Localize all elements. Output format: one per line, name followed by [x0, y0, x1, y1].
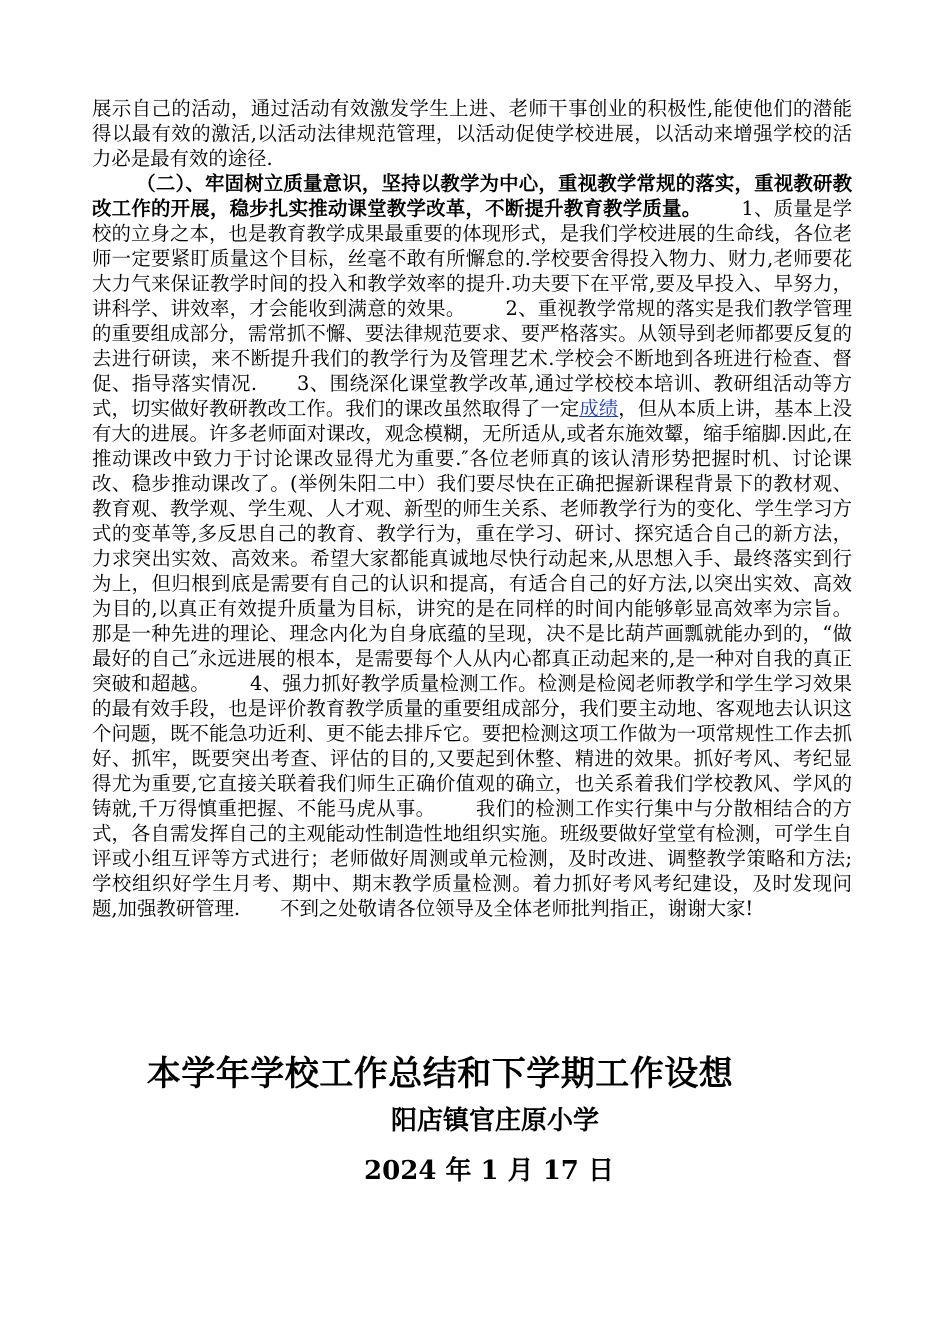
section-heading: （二）、牢固树立质量意识，坚持以教学为中心，重视教学常规的落实，重视教研教改工作的开展，稳步扎实推动课堂教学改革，不断提升教育教学质量。 [92, 172, 852, 220]
body-text [92, 96, 852, 921]
document-title: 本学年学校工作总结和下学期工作设想 [146, 1054, 734, 1094]
school-name: 阳店镇官庄原小学 [390, 1106, 599, 1136]
paragraph-text: 3、围绕深化课堂教学改革,通过学校校本培训、教研组活动等方式，切实做好教研教改工作。我们的课改虽然取得了一定 [92, 372, 853, 420]
paragraph-text: 1、质量是学校的立身之本，也是教育教学成果最重要的体现形式，是我们学校进展的生命线，各位老师一定要紧盯质量这个目标，丝毫不敢有所懈怠的.学校要舍得投入物力、财力,老师要花大力气来保证教学时间的投入和教学效率的提升.功夫要下在平常,要及早投入、早努力，讲科学、讲效率，才会能收到满意的效果。 [92, 197, 852, 320]
paragraph [92, 171, 852, 921]
paragraph-text: 2、重视教学常规的落实是我们教学管理的重要组成部分，需常抓不懈、要法律规范要求、要严格落实。从领导到老师都要反复的去进行研读，来不断提升我们的教学行为及管理艺术.学校会不断地到各班进行检查、督促、指导落实情况. [92, 297, 852, 395]
paragraph-text: ，但从本质上讲，基本上没有大的进展。许多老师面对课改，观念模糊，无所适从,或者东施效颦，缩手缩脚.因此,在推动课改中致力于讨论课改显得尤为重要.″各位老师真的该认清形势把握时机、讨论课改、稳步推动课改了。(举例朱阳二中）我们要尽快在正确把握新课程背景下的教材观、教育观、教学观、学生观、人才观、新型的师生关系、老师教学行为的变化、学生学习方式的变革等,多反思自己的教育、教学行为，重在学习、研讨、探究适合自己的新方法，力求突出实效、高效来。希望大家都能真诚地尽快行动起来,从思想入手、最终落实到行为上，但归根到底是需要有自己的认识和提高，有适合自己的好方法,以突出实效、高效为目的,以真正有效提升质量为目标，讲究的是在同样的时间内能够彰显高效率为宗旨。那是一种先进的理论、理念内化为自身底蕴的呈现，决不是比葫芦画瓢就能办到的，“做最好的自己″永远进展的根本，是需要每个人从内心都真正动起来的,是一种对自我的真正突破和超越。 [92, 397, 853, 695]
paragraph-text: 我们的检测工作实行集中与分散相结合的方式，各自需发挥自己的主观能动性制造性地组织实施。班级要做好堂堂有检测，可学生自评或小组互评等方式进行；老师做好周测或单元检测，及时改进、调整教学策略和方法;学校组织好学生月考、期中、期末教学质量检测。着力抓好考风考纪建设，及时发现问题,加强教研管理. [92, 797, 853, 920]
paragraph [92, 96, 852, 171]
paragraph-text: 4、强力抓好教学质量检测工作。检测是检阅老师教学和学生学习效果的最有效手段，也是评价教育教学质量的重要组成部分，我们要主动地、客观地去认识这个问题，既不能急功近利、更不能去排斥它。要把检测这项工作做为一项常规性工作去抓好、抓牢，既要突出考查、评估的目的,又要起到休整、精进的效果。抓好考风、考纪显得尤为重要,它直接关联着我们师生正确价值观的确立，也关系着我们学校教风、学风的铸就,千万得慎重把握、不能马虎从事。 [92, 672, 853, 820]
closing-text: 不到之处敬请各位领导及全体老师批判指正，谢谢大家! [280, 897, 754, 920]
document-date: 2024 年 1 月 17 日 [364, 1156, 614, 1186]
inline-link[interactable]: 成绩 [579, 397, 619, 420]
paragraph-text: 展示自己的活动，通过活动有效激发学生上进、老师干事创业的积极性,能使他们的潜能得以最有效的激活,以活动法律规范管理，以活动促使学校进展，以活动来增强学校的活力必是最有效的途径. [92, 97, 852, 170]
